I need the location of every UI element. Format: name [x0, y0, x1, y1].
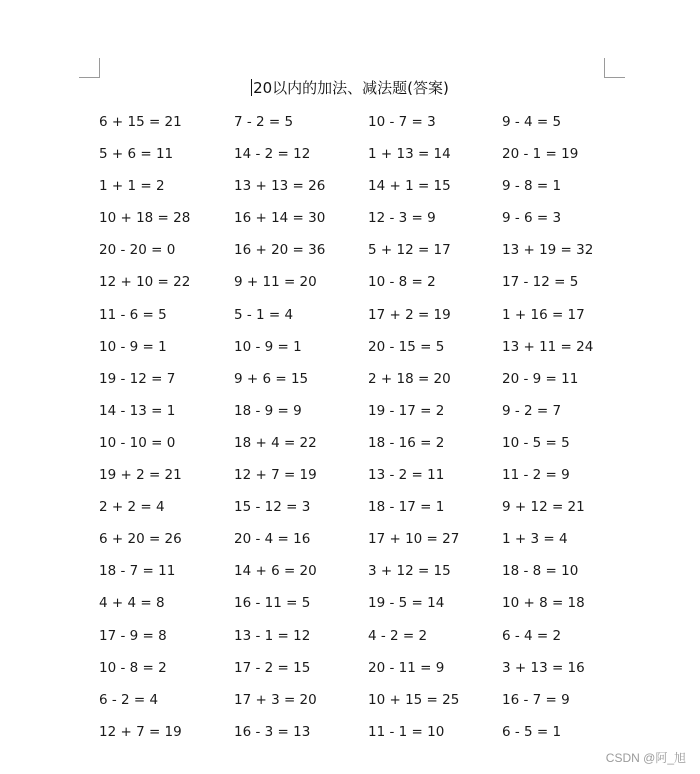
- problem-cell: 19 - 5 = 14: [368, 595, 445, 612]
- crop-mark-top-right: [604, 58, 625, 78]
- problem-cell: 1 + 3 = 4: [502, 531, 568, 548]
- problem-cell: 14 - 2 = 12: [234, 146, 311, 163]
- problem-cell: 1 + 13 = 14: [368, 146, 451, 163]
- problem-cell: 18 - 7 = 11: [99, 563, 176, 580]
- problem-cell: 3 + 13 = 16: [502, 659, 585, 676]
- problem-cell: 19 + 2 = 21: [99, 467, 182, 484]
- problem-cell: 10 - 9 = 1: [99, 338, 167, 355]
- problem-cell: 7 - 2 = 5: [234, 114, 294, 130]
- problem-cell: 19 - 17 = 2: [368, 402, 445, 419]
- problem-cell: 4 + 4 = 8: [99, 595, 165, 612]
- problem-cell: 6 - 5 = 1: [502, 723, 562, 740]
- problem-cell: 18 - 8 = 10: [502, 563, 579, 580]
- watermark: CSDN @阿_旭: [605, 751, 686, 765]
- problem-cell: 16 + 14 = 30: [234, 210, 326, 227]
- problem-cell: 1 + 16 = 17: [502, 306, 585, 323]
- problem-cell: 20 - 1 = 19: [502, 146, 579, 163]
- problem-cell: 17 - 9 = 8: [99, 627, 167, 644]
- problem-cell: 12 + 7 = 19: [234, 467, 317, 484]
- problem-cell: 19 - 12 = 7: [99, 370, 176, 387]
- problem-cell: 16 - 7 = 9: [502, 691, 570, 708]
- problem-cell: 5 + 12 = 17: [368, 242, 451, 259]
- problem-cell: 18 - 9 = 9: [234, 402, 302, 419]
- problem-cell: 17 - 2 = 15: [234, 659, 311, 676]
- problem-cell: 11 - 6 = 5: [99, 306, 167, 323]
- problem-cell: 18 - 17 = 1: [368, 499, 445, 516]
- problem-cell: 9 - 4 = 5: [502, 114, 562, 130]
- problem-grid: [99, 111, 599, 753]
- problem-cell: 10 + 18 = 28: [99, 210, 191, 227]
- problem-cell: 13 - 2 = 11: [368, 467, 445, 484]
- problem-cell: 13 + 13 = 26: [234, 178, 326, 195]
- problem-cell: 11 - 1 = 10: [368, 723, 445, 740]
- problem-cell: 10 - 10 = 0: [99, 434, 176, 451]
- problem-cell: 2 + 2 = 4: [99, 499, 165, 516]
- problem-cell: 12 + 7 = 19: [99, 723, 182, 740]
- problem-cell: 20 - 11 = 9: [368, 659, 445, 676]
- crop-mark-top-left: [79, 58, 100, 78]
- problem-cell: 13 + 19 = 32: [502, 242, 594, 259]
- problem-cell: 16 + 20 = 36: [234, 242, 326, 259]
- problem-cell: 12 - 3 = 9: [368, 210, 436, 227]
- problem-cell: 10 - 8 = 2: [368, 274, 436, 291]
- problem-cell: 14 + 1 = 15: [368, 178, 451, 195]
- problem-cell: 9 - 2 = 7: [502, 402, 562, 419]
- problem-cell: 20 - 15 = 5: [368, 338, 445, 355]
- problem-cell: 10 - 9 = 1: [234, 338, 302, 355]
- text-cursor: [251, 79, 252, 96]
- problem-cell: 3 + 12 = 15: [368, 563, 451, 580]
- problem-cell: 17 + 10 = 27: [368, 531, 460, 548]
- problem-cell: 10 - 8 = 2: [99, 659, 167, 676]
- problem-cell: 18 - 16 = 2: [368, 434, 445, 451]
- problem-cell: 12 + 10 = 22: [99, 274, 191, 291]
- problem-cell: 16 - 3 = 13: [234, 723, 311, 740]
- problem-cell: 17 + 3 = 20: [234, 691, 317, 708]
- problem-cell: 9 - 8 = 1: [502, 178, 562, 195]
- problem-cell: 6 - 2 = 4: [99, 691, 159, 708]
- problem-cell: 9 - 6 = 3: [502, 210, 562, 227]
- problem-cell: 10 + 15 = 25: [368, 691, 460, 708]
- problem-cell: 9 + 12 = 21: [502, 499, 585, 516]
- problem-cell: 15 - 12 = 3: [234, 499, 311, 516]
- page-title: 20以内的加法、减法题(答案): [253, 79, 449, 97]
- problem-cell: 14 + 6 = 20: [234, 563, 317, 580]
- problem-cell: 6 + 15 = 21: [99, 114, 182, 130]
- page-title-line[interactable]: [0, 77, 700, 99]
- problem-cell: 17 - 12 = 5: [502, 274, 579, 291]
- problem-cell: 2 + 18 = 20: [368, 370, 451, 387]
- problem-cell: 5 + 6 = 11: [99, 146, 174, 163]
- problem-cell: 6 + 20 = 26: [99, 531, 182, 548]
- problem-cell: 14 - 13 = 1: [99, 402, 176, 419]
- problem-cell: 20 - 9 = 11: [502, 370, 579, 387]
- problem-cell: 10 - 7 = 3: [368, 114, 436, 130]
- problem-cell: 6 - 4 = 2: [502, 627, 562, 644]
- problem-cell: 10 + 8 = 18: [502, 595, 585, 612]
- problem-cell: 9 + 11 = 20: [234, 274, 317, 291]
- problem-cell: 13 + 11 = 24: [502, 338, 594, 355]
- problem-cell: 20 - 20 = 0: [99, 242, 176, 259]
- problem-cell: 4 - 2 = 2: [368, 627, 428, 644]
- problem-cell: 5 - 1 = 4: [234, 306, 294, 323]
- problem-cell: 11 - 2 = 9: [502, 467, 570, 484]
- problem-cell: 1 + 1 = 2: [99, 178, 165, 195]
- problem-cell: 16 - 11 = 5: [234, 595, 311, 612]
- problem-cell: 20 - 4 = 16: [234, 531, 311, 548]
- problem-cell: 18 + 4 = 22: [234, 434, 317, 451]
- problem-cell: 10 - 5 = 5: [502, 434, 570, 451]
- problem-cell: 9 + 6 = 15: [234, 370, 309, 387]
- problem-cell: 17 + 2 = 19: [368, 306, 451, 323]
- problem-cell: 13 - 1 = 12: [234, 627, 311, 644]
